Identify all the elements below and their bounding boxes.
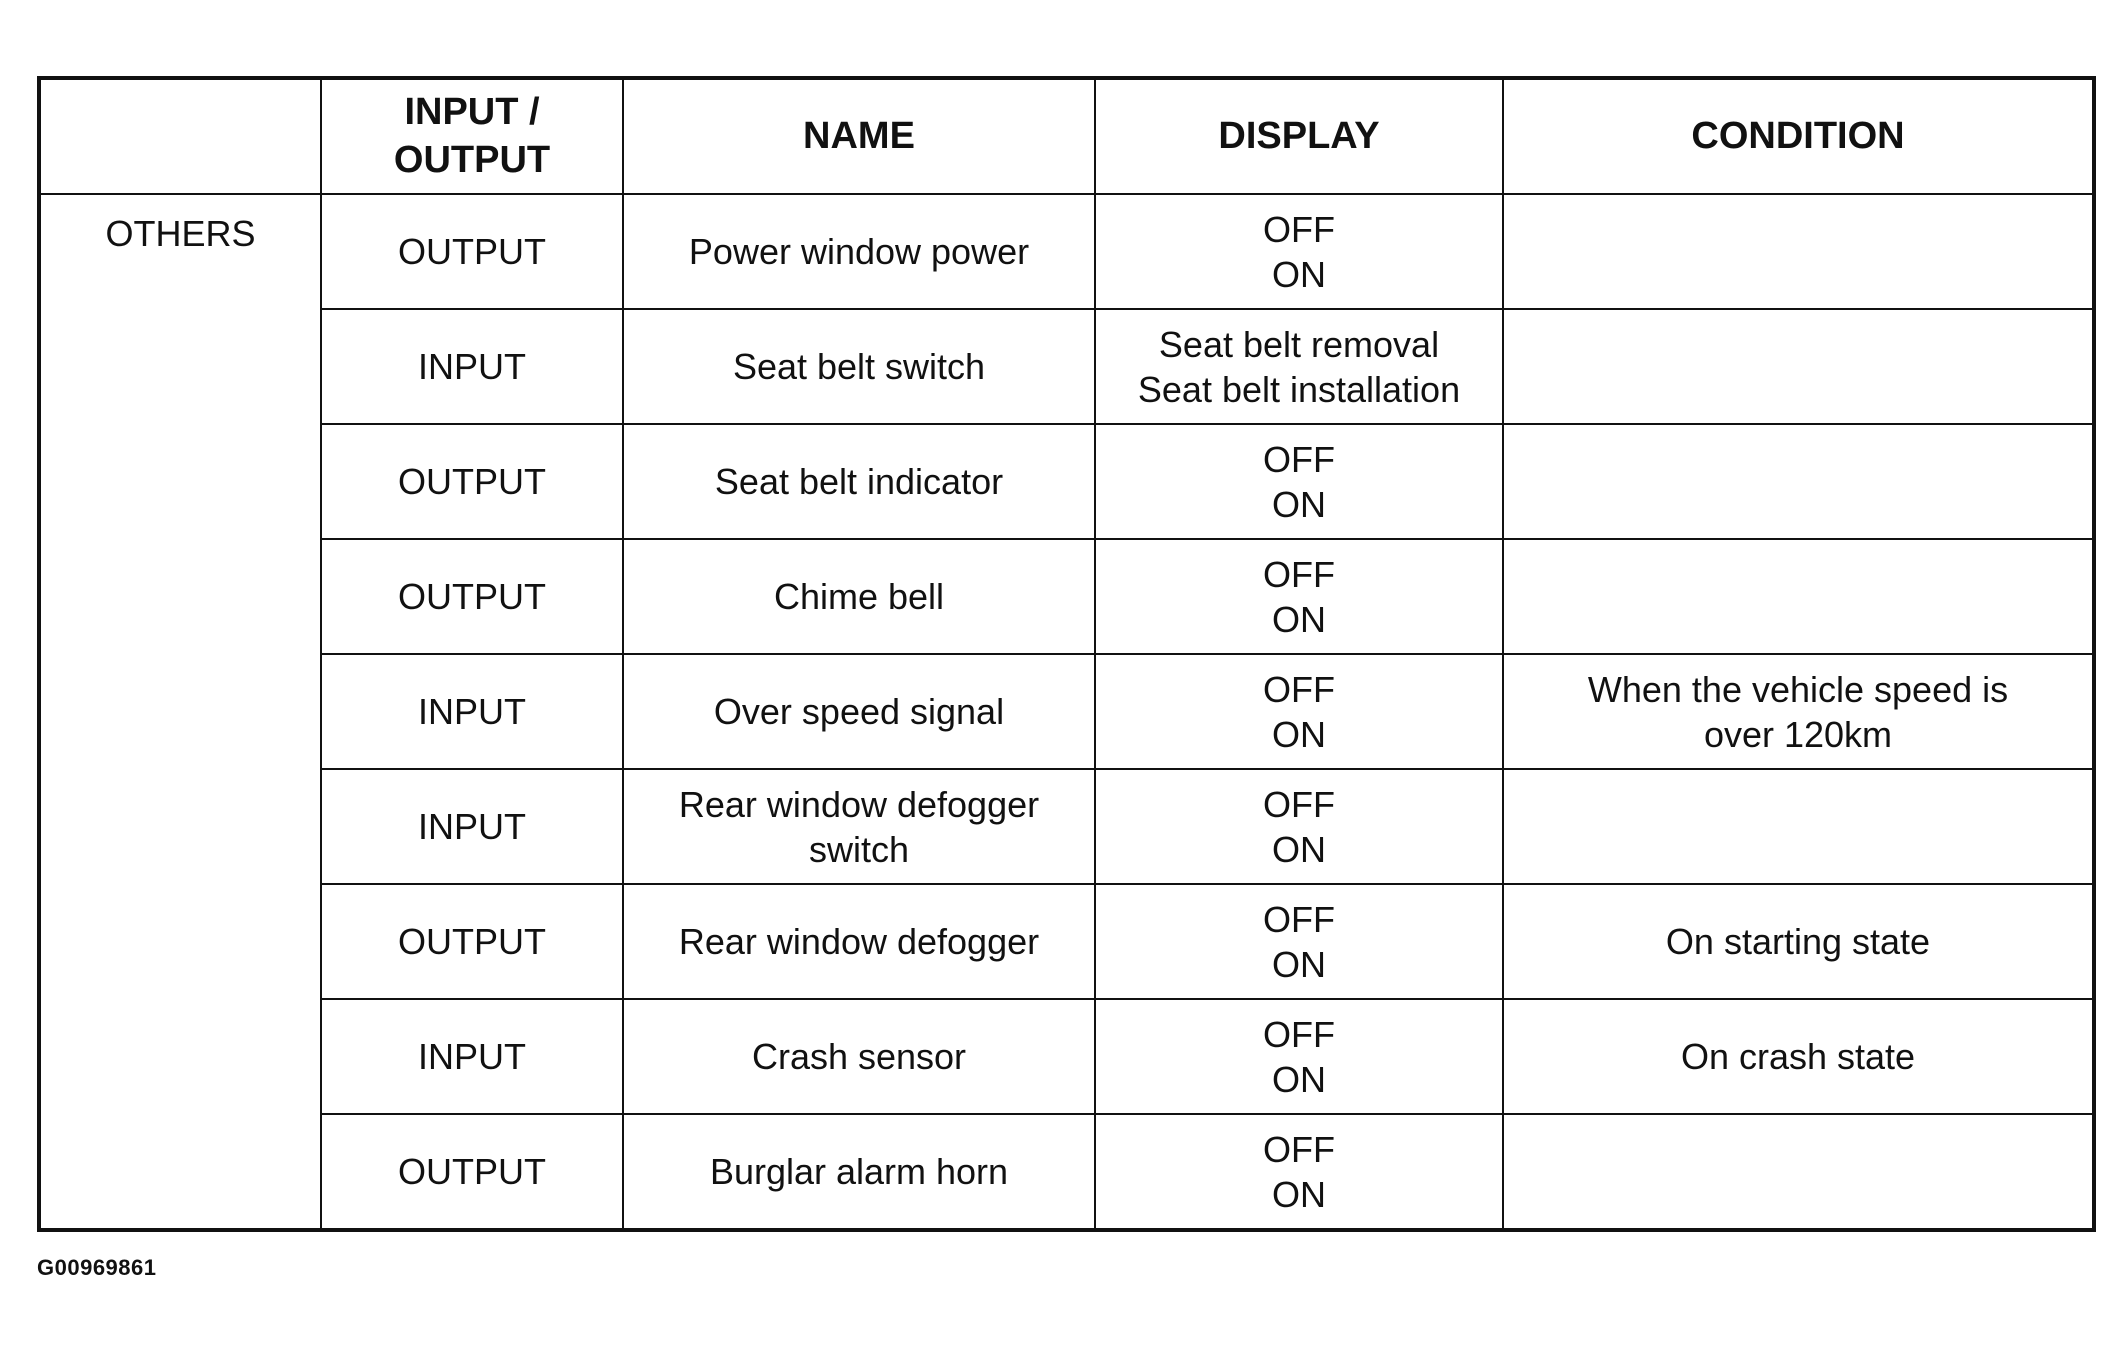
header-display: DISPLAY [1095, 78, 1503, 194]
header-condition: CONDITION [1503, 78, 2094, 194]
table-row [39, 769, 2094, 884]
table-row [39, 1114, 2094, 1230]
cell-condition [1503, 309, 2094, 424]
header-group [39, 78, 321, 194]
cell-name [623, 424, 1095, 539]
cell-condition-line1: On starting state [1665, 921, 1931, 962]
cell-name [623, 1114, 1095, 1230]
cell-condition [1503, 194, 2094, 309]
cell-display [1095, 309, 1503, 424]
cell-display-line2: ON [1272, 713, 1326, 755]
cell-display-line1: OFF [1263, 208, 1335, 250]
cell-name-line2: switch [808, 828, 910, 870]
cell-input-output: OUTPUT [321, 539, 623, 654]
header-io-line1: INPUT / [404, 91, 540, 133]
cell-display-line1: OFF [1263, 1013, 1335, 1055]
header-name: NAME [623, 78, 1095, 194]
cell-input-output: OUTPUT [321, 194, 623, 309]
cell-display [1095, 194, 1503, 309]
cell-name-line1: Over speed signal [713, 691, 1005, 732]
header-io-line2: OUTPUT [393, 138, 551, 181]
cell-name [623, 309, 1095, 424]
figure-code: G00969861 [37, 1255, 157, 1280]
cell-name-line1: Chime bell [773, 576, 945, 617]
cell-name-line1: Rear window defogger [678, 783, 1040, 825]
cell-condition [1503, 539, 2094, 654]
cell-name [623, 999, 1095, 1114]
cell-display [1095, 999, 1503, 1114]
header-row [39, 78, 2094, 194]
cell-condition-line1: When the vehicle speed is [1587, 668, 2009, 710]
table-row [39, 884, 2094, 999]
cell-condition [1503, 424, 2094, 539]
table-row [39, 654, 2094, 769]
cell-display-line2: ON [1272, 943, 1326, 985]
header-input-output [321, 78, 623, 194]
cell-display-line1: OFF [1263, 1128, 1335, 1170]
table-row [39, 539, 2094, 654]
cell-display-line2: ON [1272, 828, 1326, 870]
cell-name-line1: Burglar alarm horn [709, 1151, 1009, 1192]
cell-display [1095, 539, 1503, 654]
cell-display-line2: Seat belt installation [1137, 368, 1461, 410]
cell-name [623, 769, 1095, 884]
cell-display [1095, 424, 1503, 539]
cell-condition-line1: On crash state [1680, 1036, 1916, 1077]
cell-display-line1: OFF [1263, 438, 1335, 480]
cell-condition [1503, 884, 2094, 999]
cell-input-output: OUTPUT [321, 1114, 623, 1230]
table-row [39, 424, 2094, 539]
cell-input-output: INPUT [321, 309, 623, 424]
cell-name [623, 654, 1095, 769]
cell-name-line1: Seat belt indicator [714, 461, 1004, 502]
cell-display [1095, 769, 1503, 884]
cell-name [623, 539, 1095, 654]
cell-display-line2: ON [1272, 483, 1326, 525]
table-row [39, 999, 2094, 1114]
cell-display-line2: ON [1272, 598, 1326, 640]
cell-input-output: INPUT [321, 999, 623, 1114]
cell-display-line1: Seat belt removal [1158, 323, 1440, 365]
cell-input-output: OUTPUT [321, 884, 623, 999]
spec-table-container [37, 76, 2092, 1231]
group-label-others: OTHERS [39, 194, 321, 1230]
cell-name-line1: Rear window defogger [678, 921, 1040, 962]
cell-display-line1: OFF [1263, 898, 1335, 940]
cell-display-line1: OFF [1263, 553, 1335, 595]
cell-condition [1503, 769, 2094, 884]
cell-display [1095, 654, 1503, 769]
cell-name-line1: Crash sensor [751, 1036, 967, 1077]
cell-display-line1: OFF [1263, 783, 1335, 825]
table-row [39, 194, 2094, 309]
cell-condition [1503, 999, 2094, 1114]
cell-display [1095, 884, 1503, 999]
cell-display [1095, 1114, 1503, 1230]
cell-condition-line2: over 120km [1703, 713, 1893, 755]
io-spec-table [37, 76, 2096, 1232]
cell-condition [1503, 1114, 2094, 1230]
cell-display-line1: OFF [1263, 668, 1335, 710]
cell-display-line2: ON [1272, 253, 1326, 295]
cell-condition [1503, 654, 2094, 769]
cell-input-output: OUTPUT [321, 424, 623, 539]
cell-name [623, 194, 1095, 309]
cell-name [623, 884, 1095, 999]
cell-name-line1: Seat belt switch [732, 346, 986, 387]
cell-display-line2: ON [1272, 1058, 1326, 1100]
cell-input-output: INPUT [321, 769, 623, 884]
table-row [39, 309, 2094, 424]
cell-input-output: INPUT [321, 654, 623, 769]
cell-name-line1: Power window power [688, 231, 1030, 272]
cell-display-line2: ON [1272, 1173, 1326, 1215]
